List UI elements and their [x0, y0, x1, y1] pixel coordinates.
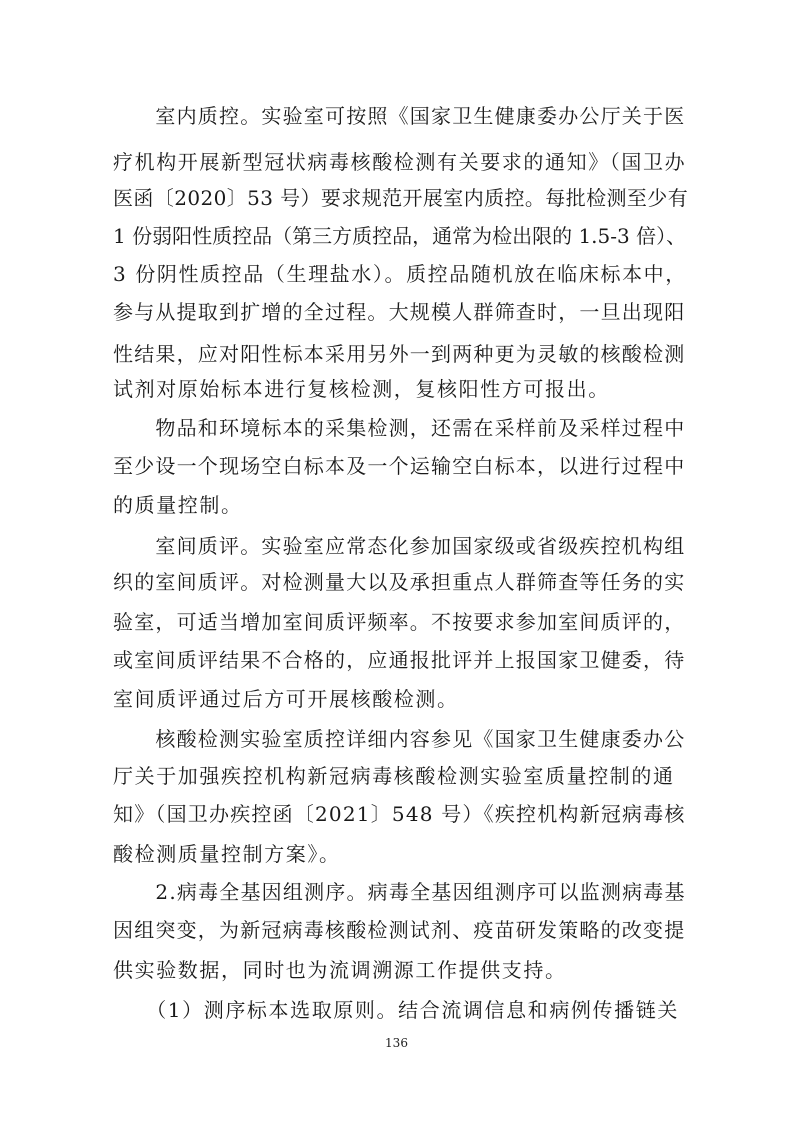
text-line: 室间质评。实验室应常态化参加国家级或省级疾控机构组: [113, 534, 686, 558]
text-line: 核酸检测实验室质控详细内容参见《国家卫生健康委办公: [113, 727, 686, 751]
page-number: 136: [385, 1036, 408, 1050]
text-line: 医函〔2020〕53 号）要求规范开展室内质控。每批检测至少有: [113, 186, 689, 210]
text-line: 酸检测质量控制方案》。: [113, 842, 341, 866]
text-line: 参与从提取到扩增的全过程。大规模人群筛查时，一旦出现阳: [113, 300, 686, 324]
text-line: 织的室间质评。对检测量大以及承担重点人群筛查等任务的实: [113, 570, 686, 594]
text-line: 3 份阴性质控品（生理盐水）。质控品随机放在临床标本中，: [113, 262, 687, 286]
text-line: 性结果，应对阳性标本采用另外一到两种更为灵敏的核酸检测: [113, 342, 686, 366]
text-line: 物品和环境标本的采集检测，还需在采样前及采样过程中: [113, 416, 686, 440]
text-line: 的质量控制。: [113, 493, 243, 517]
text-line: 供实验数据，同时也为流调溯源工作提供支持。: [113, 958, 567, 982]
text-line: 1 份弱阳性质控品（第三方质控品，通常为检出限的 1.5-3 倍）、: [113, 224, 687, 248]
text-line: （1）测序标本选取原则。结合流调信息和病例传播链关: [113, 998, 679, 1022]
text-line: 至少设一个现场空白标本及一个运输空白标本，以进行过程中: [113, 454, 686, 478]
text-line: 厅关于加强疾控机构新冠病毒核酸检测实验室质量控制的通: [113, 764, 675, 788]
text-line: 因组突变，为新冠病毒核酸检测试剂、疫苗研发策略的改变提: [113, 918, 686, 942]
text-line: 2.病毒全基因组测序。病毒全基因组测序可以监测病毒基: [113, 880, 686, 904]
text-line: 试剂对原始标本进行复核检测，复核阳性方可报出。: [113, 377, 610, 401]
text-line: 或室间质评结果不合格的，应通报批评并上报国家卫健委，待: [113, 648, 686, 672]
text-line: 室间质评通过后方可开展核酸检测。: [113, 687, 459, 711]
text-line: 知》（国卫办疾控函〔2021〕548 号）《疾控机构新冠病毒核: [113, 802, 686, 826]
text-line: 疗机构开展新型冠状病毒核酸检测有关要求的通知》（国卫办: [113, 150, 687, 174]
text-line: 室内质控。实验室可按照《国家卫生健康委办公厅关于医: [113, 104, 686, 128]
text-line: 验室，可适当增加室间质评频率。不按要求参加室间质评的，: [113, 610, 686, 634]
